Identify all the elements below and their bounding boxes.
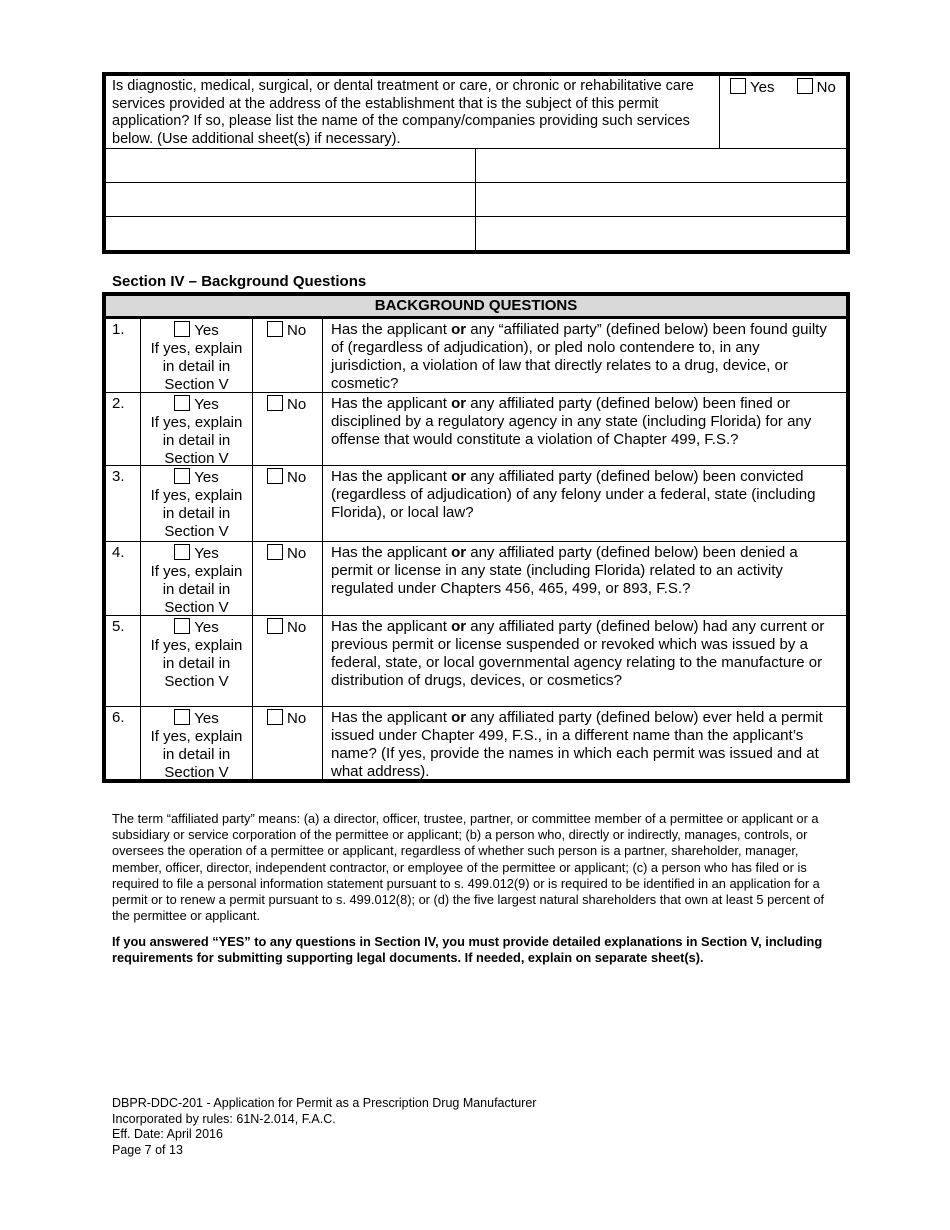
treatment-no-checkbox[interactable] — [797, 78, 813, 94]
yes-label: Yes — [194, 545, 219, 562]
question-text-start: Has the applicant — [331, 468, 452, 485]
yes-cell — [141, 542, 253, 615]
section-title: Section IV – Background Questions — [112, 273, 367, 290]
no-label: No — [287, 322, 307, 339]
question-emphasis: or — [451, 395, 467, 412]
yes-answer-warning: If you answered “YES” to any questions in Section IV, you must provide detailed explanations in Section V, including requirements for submitting supporting legal documents. If needed, explain on separate sheet(s). — [112, 934, 823, 966]
yes-label: Yes — [194, 710, 219, 727]
treatment-question-text: Is diagnostic, medical, surgical, or dental treatment or care, or chronic or rehabilitative care services provided at the address of the establishment that is the subject of this permit application? If so, please list the name of the company/companies providing such services below. (Use additional sheet(s) if necessary). — [106, 76, 720, 148]
background-question-row — [105, 393, 847, 466]
explain-note: in detail in — [162, 746, 231, 763]
explain-note: Section V — [164, 764, 229, 781]
company-name-field[interactable] — [106, 149, 476, 182]
explain-note: in detail in — [162, 505, 231, 522]
yes-label: Yes — [194, 396, 219, 413]
no-checkbox[interactable] — [267, 395, 283, 411]
question-text-start: Has the applicant — [331, 321, 452, 338]
question-number: 6. — [106, 707, 141, 779]
yes-cell — [141, 393, 253, 465]
question-number: 4. — [106, 542, 141, 615]
yes-label: Yes — [194, 322, 219, 339]
question-emphasis: or — [451, 468, 467, 485]
no-cell — [253, 319, 323, 392]
yes-checkbox[interactable] — [174, 395, 190, 411]
yes-label: Yes — [194, 619, 219, 636]
yes-checkbox[interactable] — [174, 618, 190, 634]
no-checkbox[interactable] — [267, 709, 283, 725]
no-cell — [253, 466, 323, 541]
question-emphasis: or — [451, 618, 467, 635]
effective-date: Eff. Date: April 2016 — [112, 1127, 223, 1141]
no-cell — [253, 542, 323, 615]
question-text-end: any affiliated party (defined below) been convicted (regardless of adjudication) of any felony under a federal, state (including Florida), or local law? — [331, 468, 816, 521]
question-text — [323, 616, 846, 706]
explain-note: Section V — [164, 673, 229, 690]
question-text-start: Has the applicant — [331, 618, 452, 635]
explain-note: If yes, explain — [150, 487, 243, 504]
yes-cell — [141, 707, 253, 779]
explain-note: If yes, explain — [150, 637, 243, 654]
explain-note: in detail in — [162, 655, 231, 672]
yes-checkbox[interactable] — [174, 468, 190, 484]
no-checkbox[interactable] — [267, 618, 283, 634]
yes-cell — [141, 319, 253, 392]
background-question-row — [105, 707, 847, 780]
question-text-start: Has the applicant — [331, 395, 452, 412]
question-emphasis: or — [451, 544, 467, 561]
question-emphasis: or — [451, 321, 467, 338]
question-emphasis: or — [451, 709, 467, 726]
no-cell — [253, 707, 323, 779]
no-cell — [253, 616, 323, 706]
question-number: 2. — [106, 393, 141, 465]
explain-note: Section V — [164, 450, 229, 467]
background-question-row — [105, 319, 847, 393]
no-label: No — [287, 469, 307, 486]
no-checkbox[interactable] — [267, 468, 283, 484]
yes-checkbox[interactable] — [174, 321, 190, 337]
page-number: Page 7 of 13 — [112, 1142, 183, 1157]
no-label: No — [287, 545, 307, 562]
question-text-end: any “affiliated party” (defined below) been found guilty of (regardless of adjudication), or pled nolo contendere to, in any jurisdiction, a violation of law that directly relates to a drug, device, or cosmetic? — [331, 321, 827, 392]
explain-note: If yes, explain — [150, 563, 243, 580]
company-service-field[interactable] — [476, 149, 846, 182]
question-text — [323, 393, 846, 465]
company-service-field[interactable] — [476, 217, 846, 250]
explain-note: in detail in — [162, 581, 231, 598]
treatment-no-label: No — [816, 79, 836, 96]
no-label: No — [287, 619, 307, 636]
company-name-field[interactable] — [106, 217, 476, 250]
no-cell — [253, 393, 323, 465]
explain-note: If yes, explain — [150, 414, 243, 431]
question-text — [323, 466, 846, 541]
yes-label: Yes — [194, 469, 219, 486]
explain-note: Section V — [164, 376, 229, 393]
question-number: 1. — [106, 319, 141, 392]
explain-note: in detail in — [162, 432, 231, 449]
explain-note: Section V — [164, 523, 229, 540]
background-questions-table — [102, 292, 850, 783]
question-text-end: any affiliated party (defined below) been fined or disciplined by a regulatory agency in any state (including Florida) for any offense that would constitute a violation of Chapter 499, F.S.? — [331, 395, 812, 448]
background-questions-header: BACKGROUND QUESTIONS — [105, 295, 847, 319]
treatment-yes-label: Yes — [750, 79, 775, 96]
question-text-start: Has the applicant — [331, 709, 452, 726]
company-service-field[interactable] — [476, 183, 846, 216]
yes-checkbox[interactable] — [174, 544, 190, 560]
question-text-end: any affiliated party (defined below) ever held a permit issued under Chapter 499, F.S., in a different name than the applicant’s name? (If yes, provide the names in which each permit was issued and at what address). — [331, 709, 823, 780]
question-text — [323, 319, 846, 392]
no-label: No — [287, 396, 307, 413]
background-question-row — [105, 542, 847, 616]
no-checkbox[interactable] — [267, 321, 283, 337]
question-text-end: any affiliated party (defined below) been denied a permit or license in any state (including Florida) related to an activity regulated under Chapters 456, 465, 499, or 893, F.S.? — [331, 544, 798, 597]
question-number: 3. — [106, 466, 141, 541]
question-text — [323, 707, 846, 779]
background-question-row — [105, 616, 847, 707]
form-footer — [112, 1096, 536, 1158]
company-name-field[interactable] — [106, 183, 476, 216]
question-text-start: Has the applicant — [331, 544, 452, 561]
question-number: 5. — [106, 616, 141, 706]
explain-note: If yes, explain — [150, 728, 243, 745]
yes-checkbox[interactable] — [174, 709, 190, 725]
explain-note: If yes, explain — [150, 340, 243, 357]
yes-cell — [141, 616, 253, 706]
background-question-row — [105, 466, 847, 542]
explain-note: in detail in — [162, 358, 231, 375]
treatment-services-table — [102, 72, 850, 254]
question-text-end: any affiliated party (defined below) had any current or previous permit or license suspended or revoked which was issued by a federal, state, or local governmental agency relating to the manufacture or distribution of drugs, devices, or cosmetics? — [331, 618, 825, 689]
form-title: DBPR-DDC-201 - Application for Permit as a Prescription Drug Manufacturer — [112, 1096, 537, 1110]
question-text — [323, 542, 846, 615]
rules-reference: Incorporated by rules: 61N-2.014, F.A.C. — [112, 1111, 336, 1126]
treatment-yes-checkbox[interactable] — [730, 78, 746, 94]
yes-cell — [141, 466, 253, 541]
affiliated-party-definition: The term “affiliated party” means: (a) a director, officer, trustee, partner, or committee member of a permittee or applicant or a subsidiary or service corporation of the permittee or applicant; (b) a person who, directly or indirectly, manages, controls, or oversees the operation of a permittee or applicant, regardless of whether such person is a partner, shareholder, manager, member, officer, director, independent contractor, or employee of the permittee or applicant; (c) a person who has filed or is required to file a personal information statement pursuant to s. 499.012(9) or is required to be identified in an application for a permit or to renew a permit pursuant to s. 499.012(8); or (d) the five largest natural shareholders that own at least 5 percent of the permittee or applicant. — [112, 811, 825, 924]
no-checkbox[interactable] — [267, 544, 283, 560]
no-label: No — [287, 710, 307, 727]
treatment-yes-no — [720, 76, 846, 148]
explain-note: Section V — [164, 599, 229, 616]
